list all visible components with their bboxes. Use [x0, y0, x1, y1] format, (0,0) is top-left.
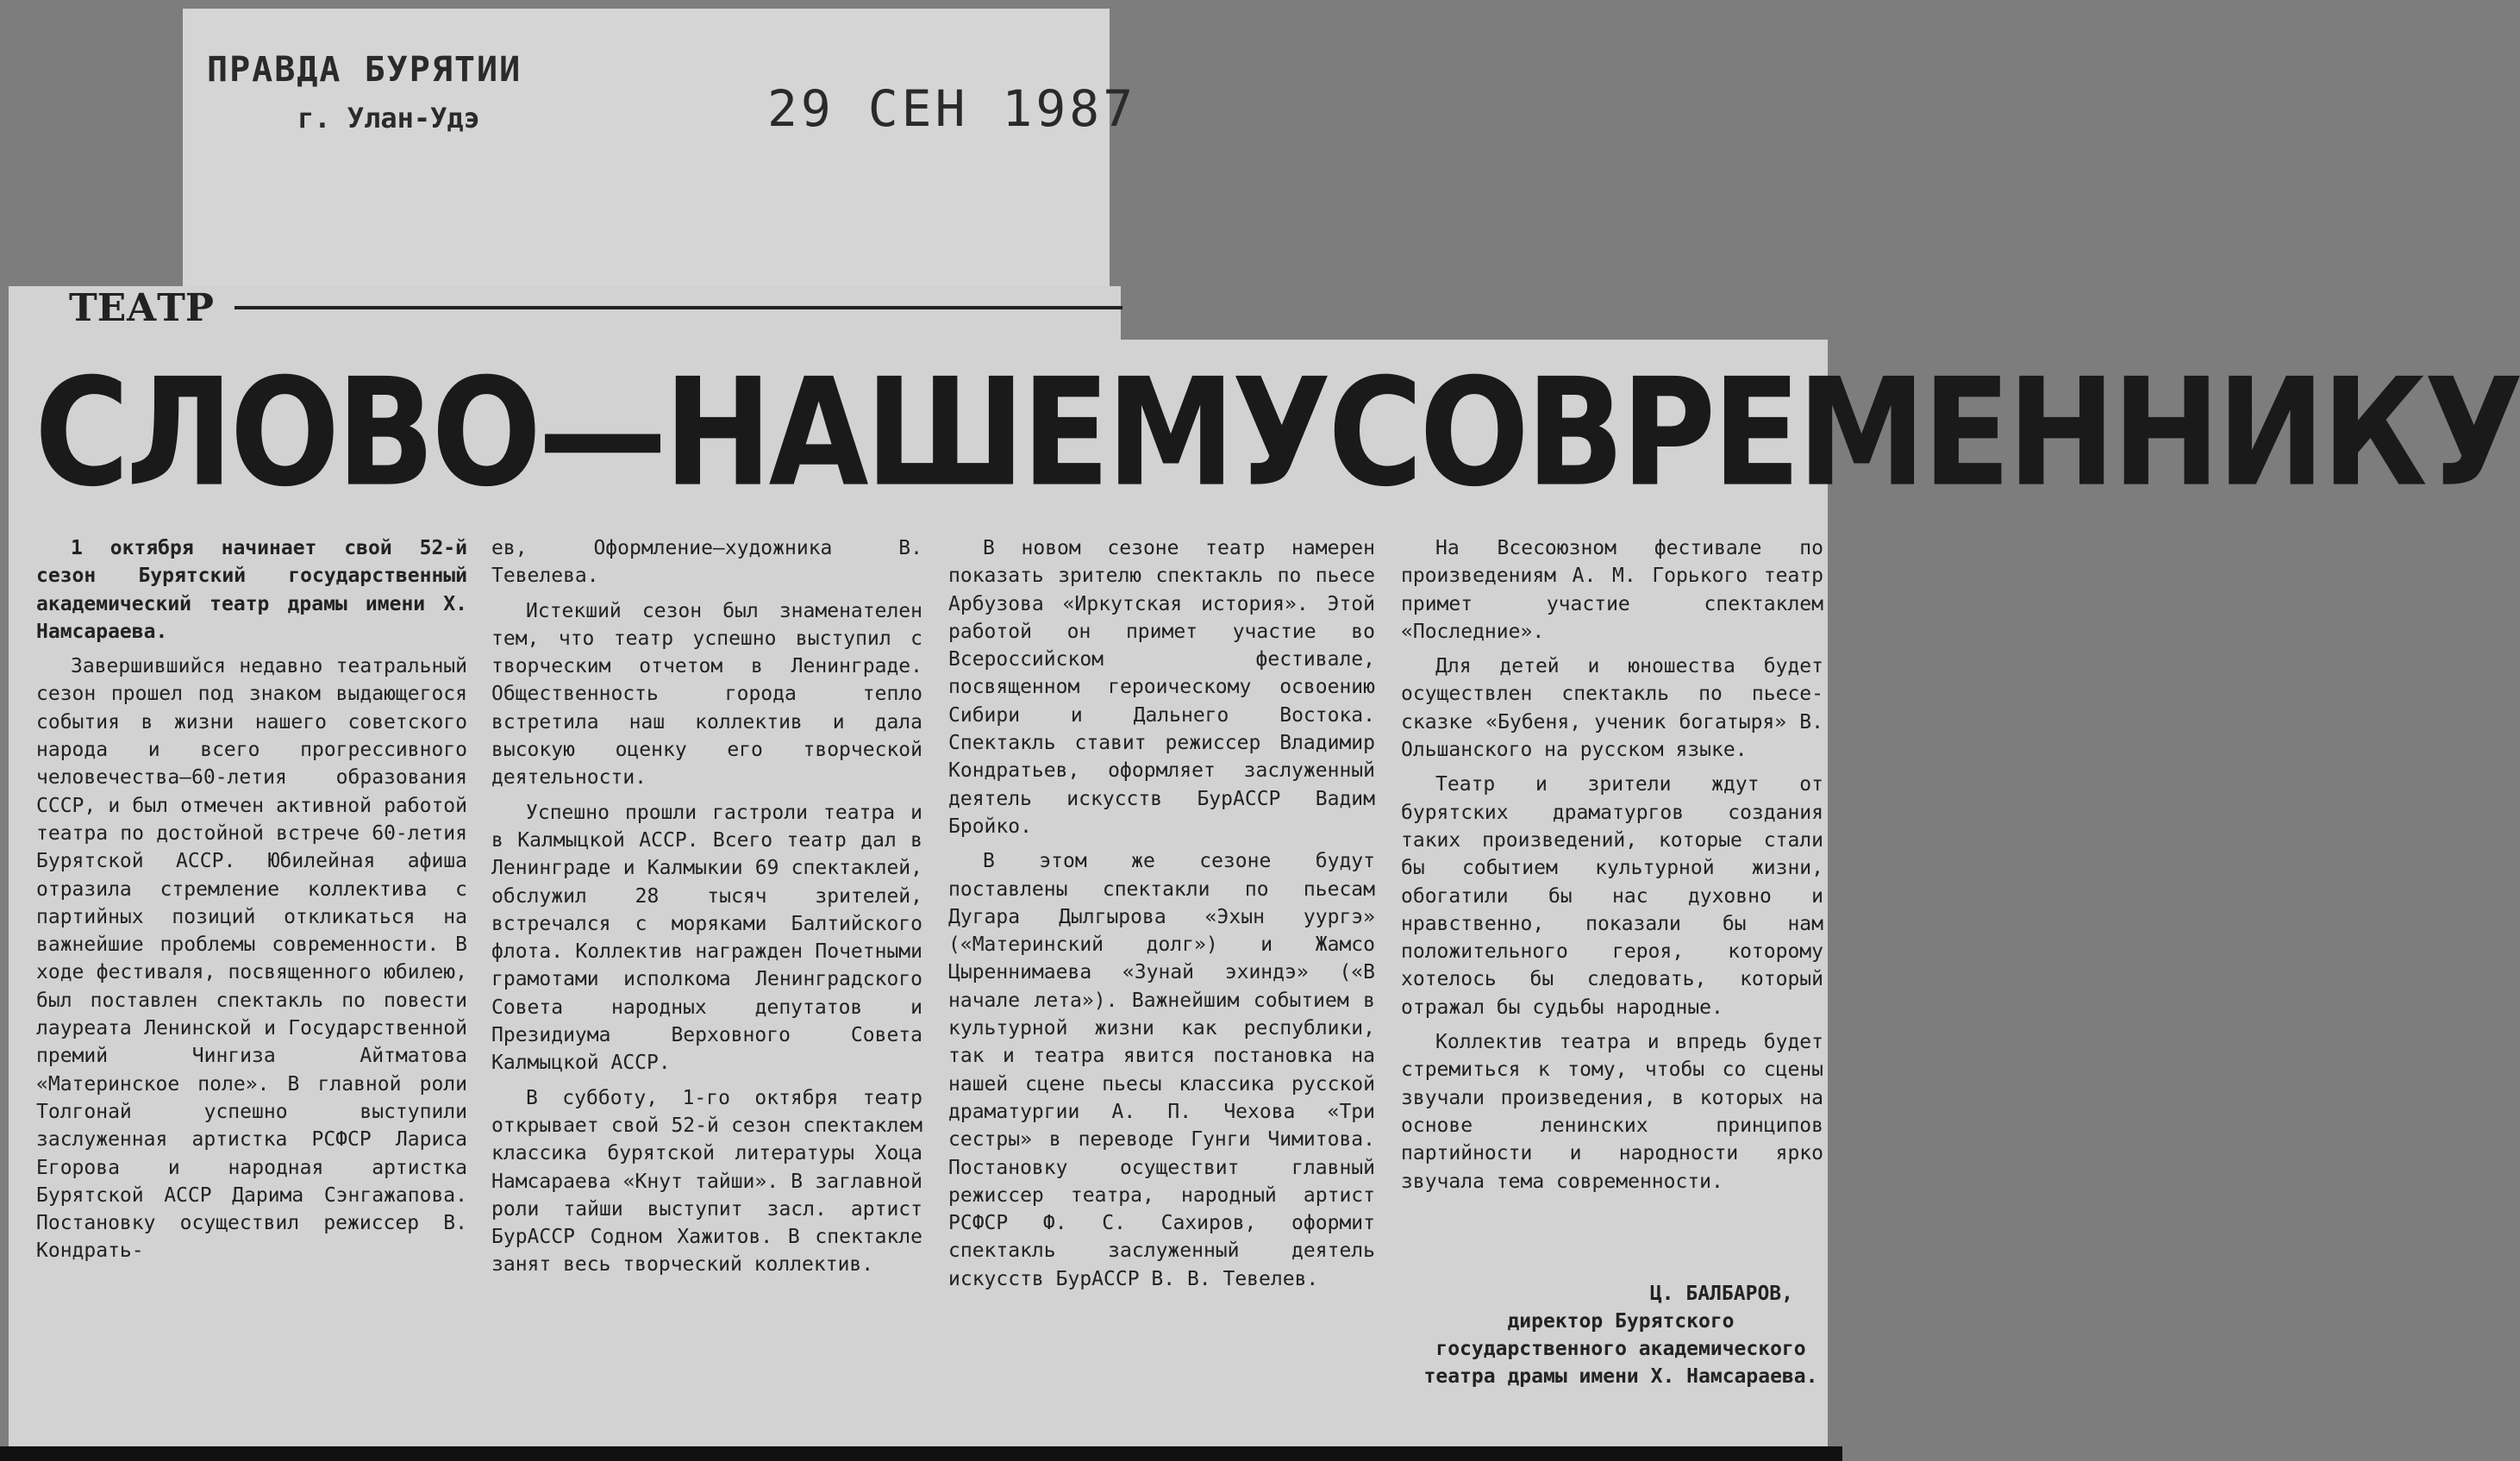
author-title: директор Бурятского государственного академического театра драмы имени Х. Намсараева. [1423, 1310, 1818, 1388]
paragraph: Успешно прошли гастроли театра и в Калмыцкой АССР. Всего театр дал в Ленинграде и Калмыкии 69 спектаклей, обслужил 28 тысяч зрителей, встречался с моряками Балтийского флота. Коллектив награжден Почетными грамотами исполкома Ленинградского Совета народных депутатов и Президиума Верховного Совета Калмыцкой АССР. [491, 801, 922, 1075]
headline [34, 347, 2520, 521]
paragraph: Коллектив театра и впредь будет стремиться к тому, чтобы со сцены звучали произведения, в которых на основе ленинских принципов партийности и народности ярко звучала тема современности. [1401, 1031, 1823, 1193]
column-2 [491, 534, 922, 1286]
paragraph: В субботу, 1-го октября театр открывает свой 52-й сезон спектаклем классика бурятской литературы Хоца Намсараева «Кнут тайши». В заглавной роли тайши выступит засл. артист БурАССР Содном Хажитов. В спектакле занят весь творческий коллектив. [491, 1086, 922, 1277]
newspaper-name: ПРАВДА БУРЯТИИ [207, 50, 522, 90]
headline-word: НАШЕМУ [664, 347, 1329, 521]
paragraph: Для детей и юношества будет осуществлен спектакль по пьесе-сказке «Бубеня, ученик богатыря» В. Ольшанского на русском языке. [1401, 655, 1823, 762]
paragraph: Завершившийся недавно театральный сезон прошел под знаком выдающегося события в жизни нашего советского народа и всего прогрессивного человечества—60-летия образования СССР, и был отмечен активной работой театра по достойной встрече 60-летия Бурятской АССР. Юбилейная афиша отразила стремление коллектива с партийных позиций откликаться на важнейшие проблемы современности. В ходе фестиваля, посвященного юбилею, был поставлен спектакль по повести лауреата Ленинской и Государственной премий Чингиза Айтматова «Материнское поле». В главной роли Толгонай успешно выступили заслуженная артистка РСФСР Лариса Егорова и народная артистка Бурятской АССР Дарима Сэнгажапова. Постановку осуществил режиссер В. Кондрать- [36, 655, 467, 1263]
author-name: Ц. БАЛБАРОВ, [1649, 1283, 1793, 1305]
column-3 [948, 534, 1375, 1300]
paragraph: Истекший сезон был знаменателен тем, что театр успешно выступил с творческим отчетом в Ленинграде. Общественность города тепло встретила наш коллектив и дала высокую оценку его творческой деятельности. [491, 599, 922, 790]
paragraph: Театр и зрители ждут от бурятских драматургов создания таких произведений, которые стали бы событием культурной жизни, обогатили бы нас духовно и нравственно, показали бы нам положительного героя, которому хотелось бы следовать, который отражал бы судьбы народные. [1401, 773, 1823, 1019]
signature [1423, 1280, 1819, 1390]
newspaper-city: г. Улан-Удэ [297, 102, 480, 134]
paragraph: В новом сезоне театр намерен показать зрителю спектакль по пьесе Арбузова «Иркутская история». Этой работой он примет участие во Всероссийском фестивале, посвященном героическому освоению Сибири и Дальнего Востока. Спектакль ставит режиссер Владимир Кондратьев, оформляет заслуженный деятель искусств БурАССР Вадим Бройко. [948, 537, 1375, 838]
column-4 [1401, 534, 1823, 1202]
date-stamp: 29 СЕН 1987 [767, 79, 1137, 138]
headline-word: СЛОВО [34, 347, 539, 521]
headline-dash: — [538, 347, 665, 521]
clipping-notch [1121, 286, 1836, 340]
paragraph: ев, Оформление—художника В. Тевелева. [491, 537, 922, 588]
column-1 [36, 534, 467, 1272]
headline-word: СОВРЕМЕННИКУ [1328, 347, 2520, 521]
rubric: ТЕАТР [69, 286, 214, 330]
rubric-rule [234, 306, 1122, 309]
paragraph: На Всесоюзном фестивале по произведениям А. М. Горького театр примет участие спектаклем «Последние». [1401, 537, 1823, 643]
scan-border [0, 1446, 1842, 1461]
article-lead: 1 октября начинает свой 52-й сезон Бурятский государственный академический театр драмы имени Х. Намсараева. [36, 537, 467, 643]
paragraph: В этом же сезоне будут поставлены спектакли по пьесам Дугара Дылгырова «Эхын уургэ» («Материнский долг») и Жамсо Цыреннимаева «Зунай эхиндэ» («В начале лета»). Важнейшим событием в культурной жизни как республики, так и театра явится постановка на нашей сцене пьесы классика русской драматургии А. П. Чехова «Три сестры» в переводе Гунги Чимитова. Постановку осуществит главный режиссер театра, народный артист РСФСР Ф. С. Сахиров, оформит спектакль заслуженный деятель искусств БурАССР В. В. Тевелев. [948, 850, 1375, 1290]
